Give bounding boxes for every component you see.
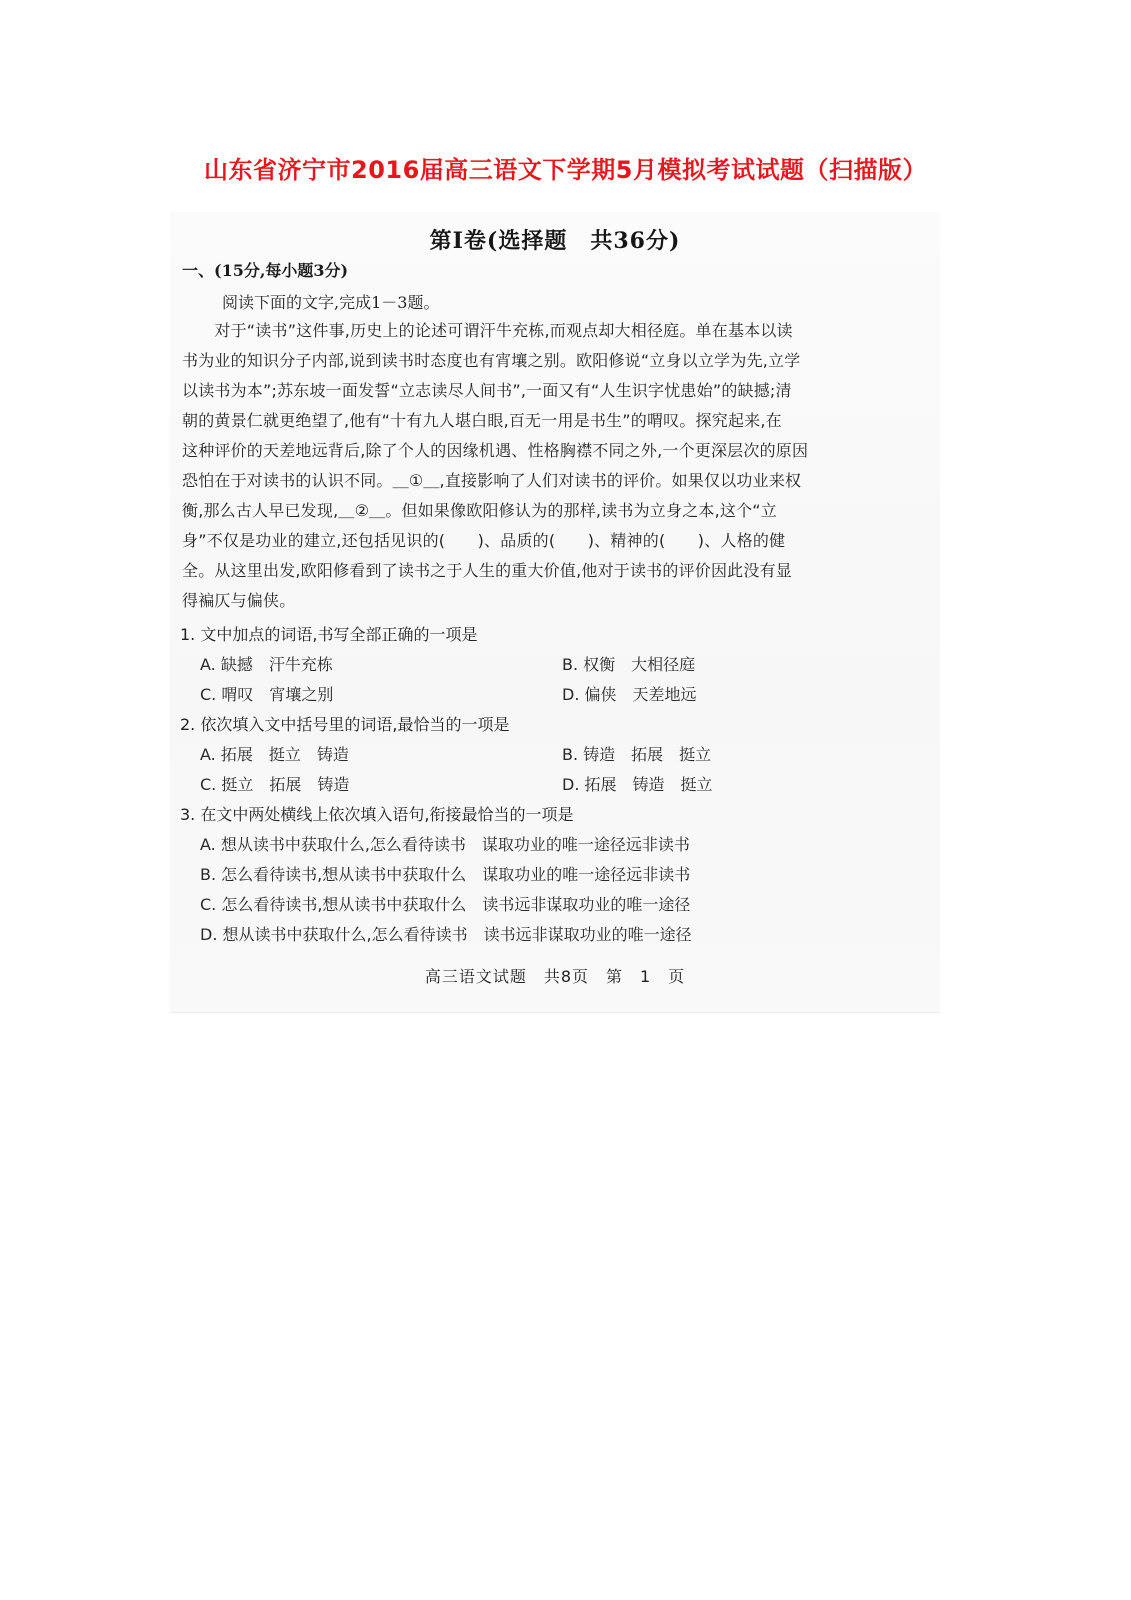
page-footer: 高三语文试题 共8页 第 1 页 — [424, 967, 686, 986]
option-d: D. 偏侠 天差地远 — [562, 685, 697, 704]
option-b: B. 怎么看待读书,想从读书中获取什么 谋取功业的唯一途径远非读书 — [200, 865, 691, 884]
option-b: B. 铸造 拓展 挺立 — [562, 745, 712, 764]
passage-line: 这种评价的天差地远背后,除了个人的因缘机遇、性格胸襟不同之外,一个更深层次的原因 — [182, 441, 809, 460]
option-grid — [180, 650, 930, 710]
passage-line: 恐怕在于对读书的认识不同。＿①＿,直接影响了人们对读书的评价。如果仅以功业来权 — [182, 471, 802, 490]
option-a: A. 拓展 挺立 铸造 — [200, 745, 349, 764]
question-3 — [180, 800, 930, 950]
section-title: 第Ⅰ卷(选择题 共36分) — [429, 228, 681, 254]
reading-passage — [182, 316, 934, 616]
passage-line: 朝的黄景仁就更绝望了,他有“十有九人堪白眼,百无一用是书生”的喟叹。探究起来,在 — [182, 411, 782, 430]
option-list — [180, 830, 930, 950]
question-stem: 1. 文中加点的词语,书写全部正确的一项是 — [180, 625, 478, 644]
document-title: 山东省济宁市2016届高三语文下学期5月模拟考试试题（扫描版） — [204, 156, 927, 184]
option-a: A. 想从读书中获取什么,怎么看待读书 谋取功业的唯一途径远非读书 — [200, 835, 690, 854]
part-heading: 一、(15分,每小题3分) — [182, 261, 349, 280]
option-d: D. 拓展 铸造 挺立 — [562, 775, 713, 794]
option-grid — [180, 740, 930, 800]
passage-line: 身”不仅是功业的建立,还包括见识的( )、品质的( )、精神的( )、人格的健 — [182, 531, 786, 550]
reading-instruction: 阅读下面的文字,完成1－3题。 — [222, 293, 440, 312]
option-c: C. 喟叹 宵壤之别 — [200, 685, 334, 704]
passage-line: 得褊仄与偏侠。 — [182, 591, 296, 610]
option-d: D. 想从读书中获取什么,怎么看待读书 读书远非谋取功业的唯一途径 — [200, 925, 692, 944]
option-a: A. 缺撼 汗牛充栋 — [200, 655, 333, 674]
scanned-exam-page — [170, 212, 940, 1013]
option-c: C. 挺立 拓展 铸造 — [200, 775, 350, 794]
question-stem: 3. 在文中两处横线上依次填入语句,衔接最恰当的一项是 — [180, 805, 574, 824]
passage-line: 全。从这里出发,欧阳修看到了读书之于人生的重大价值,他对于读书的评价因此没有显 — [182, 561, 792, 580]
question-list — [180, 620, 930, 950]
passage-line: 对于“读书”这件事,历史上的论述可谓汗牛充栋,而观点却大相径庭。单在基本以读 — [182, 321, 793, 340]
question-1 — [180, 620, 930, 710]
passage-line: 书为业的知识分子内部,说到读书时态度也有宵壤之别。欧阳修说“立身以立学为先,立学 — [182, 351, 801, 370]
passage-line: 衡,那么古人早已发现,＿②＿。但如果像欧阳修认为的那样,读书为立身之本,这个“立 — [182, 501, 777, 520]
question-2 — [180, 710, 930, 800]
passage-line: 以读书为本”;苏东坡一面发誓“立志读尽人间书”,一面又有“人生识字忧患始”的缺撼;清 — [182, 381, 792, 400]
option-b: B. 权衡 大相径庭 — [562, 655, 696, 674]
option-c: C. 怎么看待读书,想从读书中获取什么 读书远非谋取功业的唯一途径 — [200, 895, 691, 914]
question-stem: 2. 依次填入文中括号里的词语,最恰当的一项是 — [180, 715, 510, 734]
